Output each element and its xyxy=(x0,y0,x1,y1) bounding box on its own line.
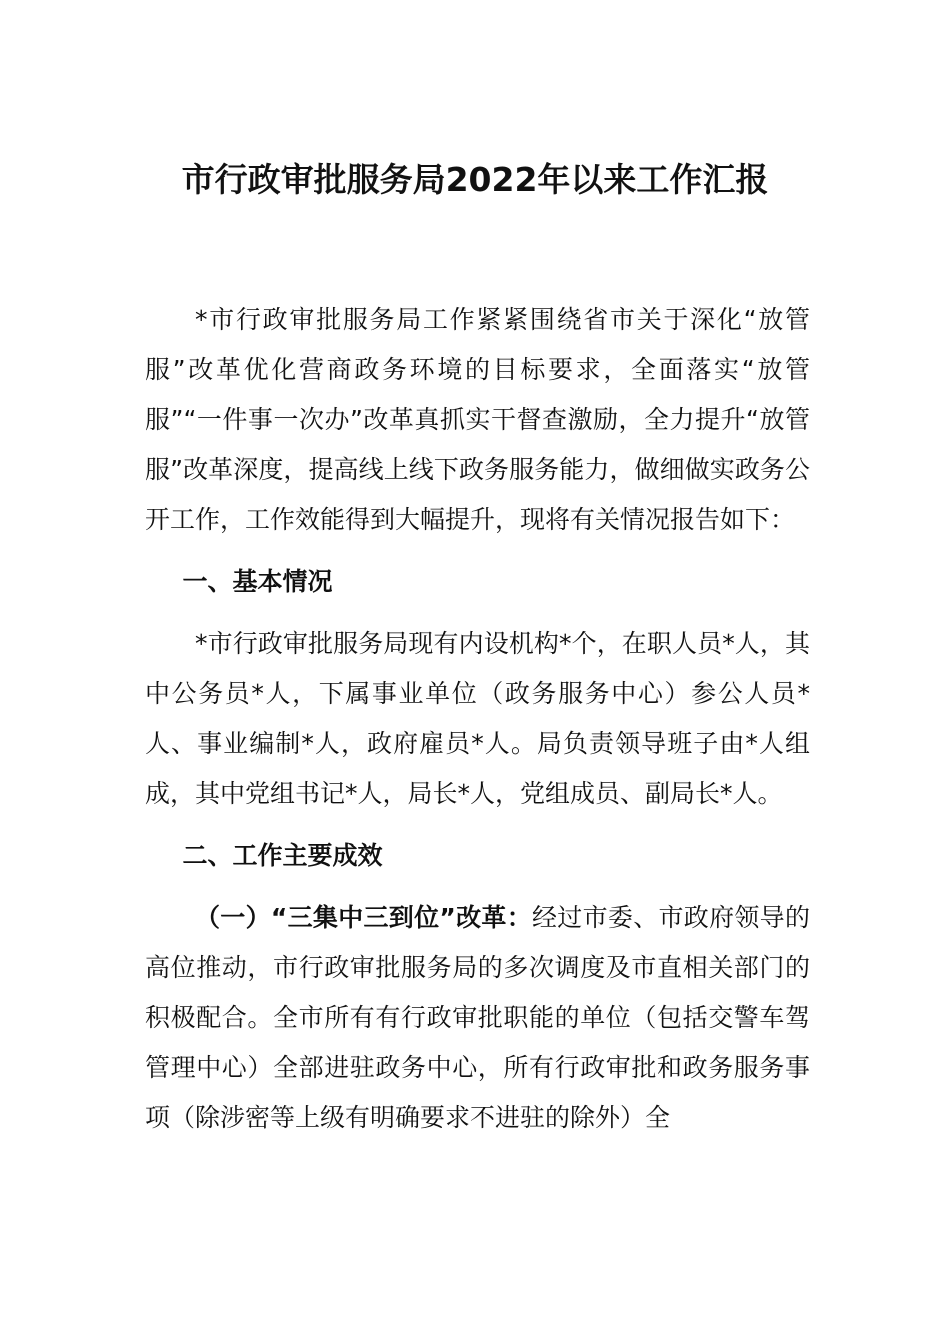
document-title: 市行政审批服务局2022年以来工作汇报 xyxy=(181,160,769,199)
document-body xyxy=(145,295,810,1155)
intro-paragraph: *市行政审批服务局工作紧紧围绕省市关于深化“放管服”改革优化营商政务环境的目标要求，全面落实“放管服”“一件事一次办”改革真抓实干督查激励，全力提升“放管服”改革深度，提高线上线下政务服务能力，做细做实政务公开工作，工作效能得到大幅提升，现将有关情况报告如下： xyxy=(145,305,810,534)
section-heading-main-achievements: 二、工作主要成效 xyxy=(182,841,383,870)
reform-paragraph xyxy=(145,893,810,1143)
basic-situation-paragraph: *市行政审批服务局现有内设机构*个，在职人员*人，其中公务员*人，下属事业单位（政务服务中心）参公人员*人、事业编制*人，政府雇员*人。局负责领导班子由*人组成，其中党组书记*人，局长*人，党组成员、副局长*人。 xyxy=(145,629,810,808)
reform-lead: （一）“三集中三到位”改革： xyxy=(195,903,533,932)
section-heading-basic-situation: 一、基本情况 xyxy=(182,567,333,596)
reform-text: 经过市委、市政府领导的高位推动，市行政审批服务局的多次调度及市直相关部门的积极配合。全市所有有行政审批职能的单位（包括交警车驾管理中心）全部进驻政务中心，所有行政审批和政务服务事项（除涉密等上级有明确要求不进驻的除外）全 xyxy=(145,903,810,1132)
